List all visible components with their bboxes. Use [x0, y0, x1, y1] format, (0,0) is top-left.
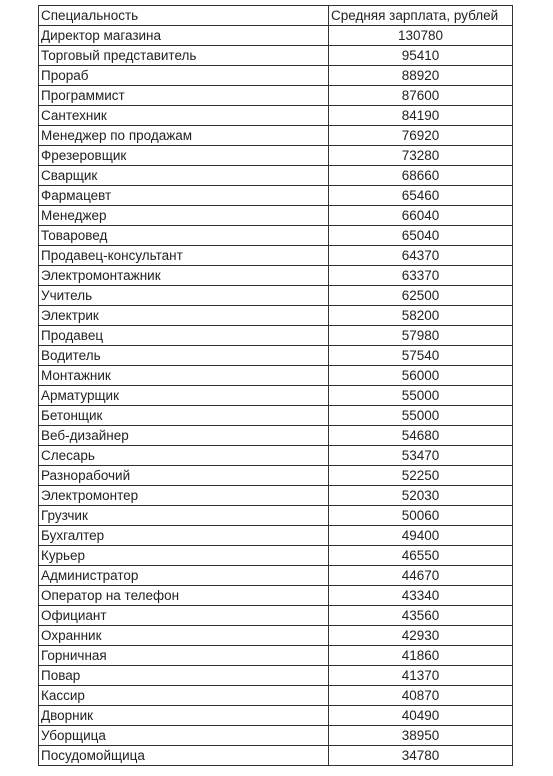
- specialty-cell: Фармацевт: [39, 186, 329, 206]
- salary-cell: 57980: [329, 326, 513, 346]
- specialty-cell: Уборщица: [39, 726, 329, 746]
- specialty-cell: Менеджер по продажам: [39, 126, 329, 146]
- salary-cell: 46550: [329, 546, 513, 566]
- table-row: [39, 126, 513, 146]
- table-row: [39, 66, 513, 86]
- salary-cell: 56000: [329, 366, 513, 386]
- salary-cell: 84190: [329, 106, 513, 126]
- salary-cell: 57540: [329, 346, 513, 366]
- specialty-cell: Учитель: [39, 286, 329, 306]
- specialty-cell: Повар: [39, 666, 329, 686]
- table-row: [39, 106, 513, 126]
- salary-cell: 87600: [329, 86, 513, 106]
- table-row: [39, 246, 513, 266]
- header-salary: Средняя зарплата, рублей: [329, 6, 513, 26]
- specialty-cell: Посудомойщица: [39, 746, 329, 766]
- salary-cell: 58200: [329, 306, 513, 326]
- specialty-cell: Дворник: [39, 706, 329, 726]
- salary-cell: 34780: [329, 746, 513, 766]
- table-header: [39, 6, 513, 26]
- table-row: [39, 586, 513, 606]
- specialty-cell: Грузчик: [39, 506, 329, 526]
- table-row: [39, 406, 513, 426]
- specialty-cell: Слесарь: [39, 446, 329, 466]
- salary-cell: 54680: [329, 426, 513, 446]
- table-row: [39, 166, 513, 186]
- table-row: [39, 306, 513, 326]
- table-row: [39, 746, 513, 766]
- specialty-cell: Веб-дизайнер: [39, 426, 329, 446]
- specialty-cell: Бетонщик: [39, 406, 329, 426]
- salary-cell: 41370: [329, 666, 513, 686]
- salary-cell: 52250: [329, 466, 513, 486]
- table-row: [39, 46, 513, 66]
- table-row: [39, 686, 513, 706]
- salary-cell: 43560: [329, 606, 513, 626]
- specialty-cell: Охранник: [39, 626, 329, 646]
- salary-cell: 49400: [329, 526, 513, 546]
- salary-cell: 76920: [329, 126, 513, 146]
- salary-cell: 40490: [329, 706, 513, 726]
- specialty-cell: Товаровед: [39, 226, 329, 246]
- table-row: [39, 606, 513, 626]
- specialty-cell: Курьер: [39, 546, 329, 566]
- salary-cell: 88920: [329, 66, 513, 86]
- salary-cell: 41860: [329, 646, 513, 666]
- table-row: [39, 466, 513, 486]
- header-specialty: Специальность: [39, 6, 329, 26]
- specialty-cell: Горничная: [39, 646, 329, 666]
- salary-cell: 95410: [329, 46, 513, 66]
- table-body: [39, 26, 513, 766]
- salary-cell: 130780: [329, 26, 513, 46]
- specialty-cell: Оператор на телефон: [39, 586, 329, 606]
- table-row: [39, 206, 513, 226]
- specialty-cell: Сварщик: [39, 166, 329, 186]
- table-row: [39, 346, 513, 366]
- salary-cell: 62500: [329, 286, 513, 306]
- table-row: [39, 546, 513, 566]
- table-row: [39, 146, 513, 166]
- specialty-cell: Монтажник: [39, 366, 329, 386]
- salary-cell: 40870: [329, 686, 513, 706]
- salary-cell: 52030: [329, 486, 513, 506]
- salary-cell: 73280: [329, 146, 513, 166]
- specialty-cell: Электромонтер: [39, 486, 329, 506]
- specialty-cell: Электромонтажник: [39, 266, 329, 286]
- specialty-cell: Водитель: [39, 346, 329, 366]
- salary-cell: 63370: [329, 266, 513, 286]
- salary-cell: 66040: [329, 206, 513, 226]
- specialty-cell: Бухгалтер: [39, 526, 329, 546]
- salary-table: [38, 5, 513, 766]
- specialty-cell: Официант: [39, 606, 329, 626]
- table-row: [39, 446, 513, 466]
- header-row: [39, 6, 513, 26]
- table-row: [39, 706, 513, 726]
- specialty-cell: Арматурщик: [39, 386, 329, 406]
- table-row: [39, 86, 513, 106]
- table-row: [39, 286, 513, 306]
- table-row: [39, 386, 513, 406]
- table-row: [39, 666, 513, 686]
- specialty-cell: Директор магазина: [39, 26, 329, 46]
- salary-cell: 55000: [329, 406, 513, 426]
- salary-cell: 42930: [329, 626, 513, 646]
- table-row: [39, 566, 513, 586]
- salary-cell: 65460: [329, 186, 513, 206]
- salary-cell: 65040: [329, 226, 513, 246]
- table-row: [39, 186, 513, 206]
- table-row: [39, 266, 513, 286]
- table-row: [39, 26, 513, 46]
- table-row: [39, 506, 513, 526]
- specialty-cell: Торговый представитель: [39, 46, 329, 66]
- salary-table-container: [38, 5, 513, 766]
- specialty-cell: Менеджер: [39, 206, 329, 226]
- table-row: [39, 526, 513, 546]
- table-row: [39, 366, 513, 386]
- table-row: [39, 626, 513, 646]
- salary-cell: 44670: [329, 566, 513, 586]
- specialty-cell: Программист: [39, 86, 329, 106]
- salary-cell: 68660: [329, 166, 513, 186]
- specialty-cell: Продавец: [39, 326, 329, 346]
- salary-cell: 55000: [329, 386, 513, 406]
- specialty-cell: Электрик: [39, 306, 329, 326]
- table-row: [39, 646, 513, 666]
- specialty-cell: Прораб: [39, 66, 329, 86]
- salary-cell: 43340: [329, 586, 513, 606]
- specialty-cell: Кассир: [39, 686, 329, 706]
- specialty-cell: Администратор: [39, 566, 329, 586]
- specialty-cell: Фрезеровщик: [39, 146, 329, 166]
- salary-cell: 53470: [329, 446, 513, 466]
- salary-cell: 64370: [329, 246, 513, 266]
- table-row: [39, 726, 513, 746]
- table-row: [39, 226, 513, 246]
- table-row: [39, 486, 513, 506]
- salary-cell: 50060: [329, 506, 513, 526]
- table-row: [39, 426, 513, 446]
- table-row: [39, 326, 513, 346]
- salary-cell: 38950: [329, 726, 513, 746]
- specialty-cell: Продавец-консультант: [39, 246, 329, 266]
- specialty-cell: Сантехник: [39, 106, 329, 126]
- specialty-cell: Разнорабочий: [39, 466, 329, 486]
